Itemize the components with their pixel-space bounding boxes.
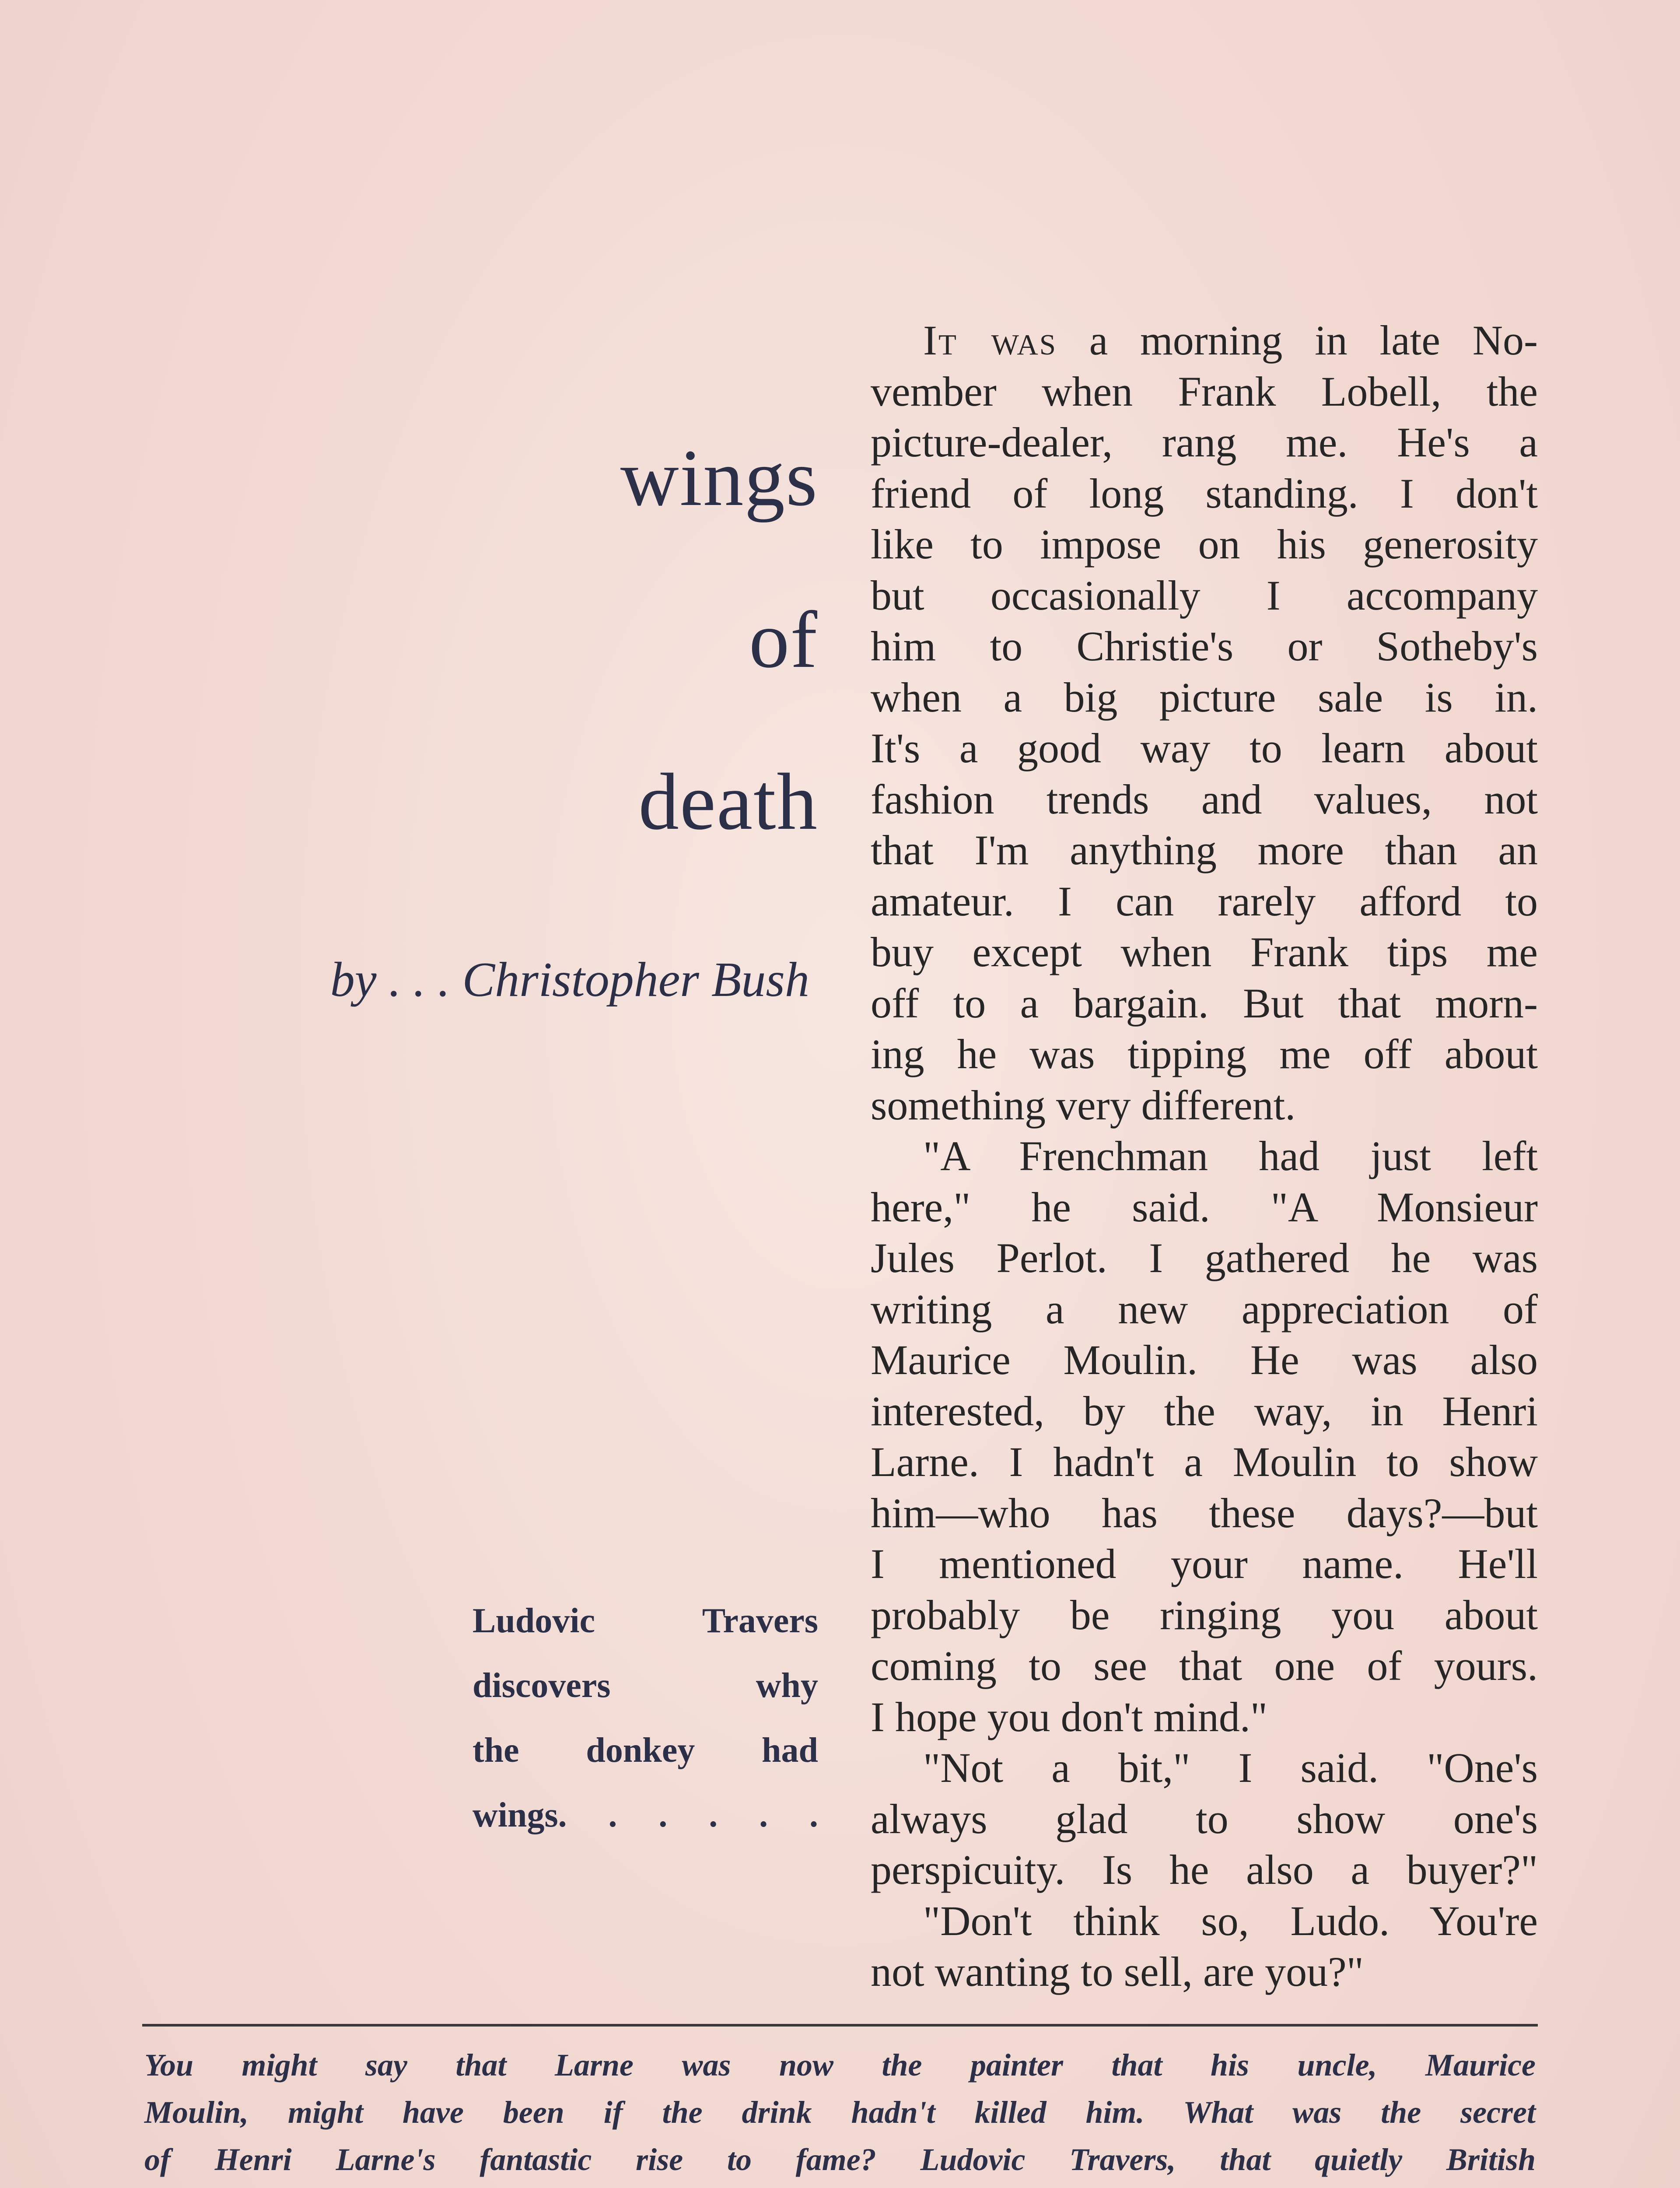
teaser-line: Ludovic Travers <box>472 1602 818 1640</box>
teaser-line: the donkey had <box>472 1731 818 1770</box>
body-line-0-text: a morning in late No- <box>1057 317 1538 364</box>
body-line: that I'm anything more than an <box>871 827 1538 873</box>
author-byline: by . . . Christopher Bush <box>330 953 809 1007</box>
body-line: picture-dealer, rang me. He's a <box>871 419 1538 466</box>
body-line: Jules Perlot. I gathered he was <box>871 1234 1538 1281</box>
body-line: probably be ringing you about <box>871 1591 1538 1638</box>
body-line: not wanting to sell, are you?" <box>871 1948 1364 1995</box>
body-line: when a big picture sale is in. <box>871 673 1538 721</box>
body-line: him—who has these days?—but <box>871 1489 1538 1536</box>
body-line: always glad to show one's <box>871 1795 1538 1842</box>
body-line: It's a good way to learn about <box>871 725 1538 771</box>
body-line: interested, by the way, in Henri <box>871 1387 1538 1434</box>
body-line: here," he said. "A Monsieur <box>871 1183 1538 1231</box>
body-line: like to impose on his generosity <box>871 521 1538 568</box>
story-title-line-3: death <box>638 757 818 847</box>
body-line: fashion trends and values, not <box>871 775 1538 823</box>
body-line: off to a bargain. But that morn- <box>871 979 1538 1027</box>
teaser-line: discovers why <box>472 1666 818 1705</box>
body-line: "Don't think so, Ludo. You're <box>923 1897 1538 1944</box>
blurb-line: Moulin, might have been if the drink hadn't killed him. What was the secret <box>144 2095 1536 2130</box>
story-title-line-1: wings <box>620 433 818 523</box>
body-line: "A Frenchman had just left <box>923 1133 1538 1179</box>
body-line-0 <box>871 315 1538 366</box>
body-line: "Not a bit," I said. "One's <box>923 1744 1538 1791</box>
body-line: Maurice Moulin. He was also <box>871 1336 1538 1383</box>
opening-small-caps: It was <box>923 317 1057 364</box>
body-line: amateur. I can rarely afford to <box>871 877 1538 925</box>
body-line: I hope you don't mind." <box>871 1693 1268 1740</box>
body-line: something very different. <box>871 1081 1296 1129</box>
story-blurb <box>144 2041 1536 2188</box>
story-body <box>871 315 1538 1998</box>
body-line: buy except when Frank tips me <box>871 929 1538 975</box>
body-line: writing a new appreciation of <box>871 1285 1538 1332</box>
blurb-line <box>144 2183 1536 2188</box>
story-teaser <box>472 1588 818 1848</box>
body-line: Larne. I hadn't a Moulin to show <box>871 1438 1538 1485</box>
body-line: but occasionally I accompany <box>871 572 1538 619</box>
body-line: ing he was tipping me off about <box>871 1031 1538 1077</box>
body-line: him to Christie's or Sotheby's <box>871 623 1538 670</box>
teaser-line: wings. . . . . . <box>472 1796 818 1834</box>
blurb-line: You might say that Larne was now the painter that his uncle, Maurice <box>144 2048 1536 2083</box>
body-line: friend of long standing. I don't <box>871 470 1538 517</box>
body-line: I mentioned your name. He'll <box>871 1540 1538 1587</box>
body-line: vember when Frank Lobell, the <box>871 368 1538 415</box>
top-divider-rule <box>142 2024 1538 2027</box>
blurb-line: of Henri Larne's fantastic rise to fame? Ludovic Travers, that quietly British <box>144 2142 1536 2177</box>
story-title-line-2: of <box>749 595 818 685</box>
body-line: coming to see that one of yours. <box>871 1642 1538 1689</box>
body-line: perspicuity. Is he also a buyer?" <box>871 1846 1538 1893</box>
